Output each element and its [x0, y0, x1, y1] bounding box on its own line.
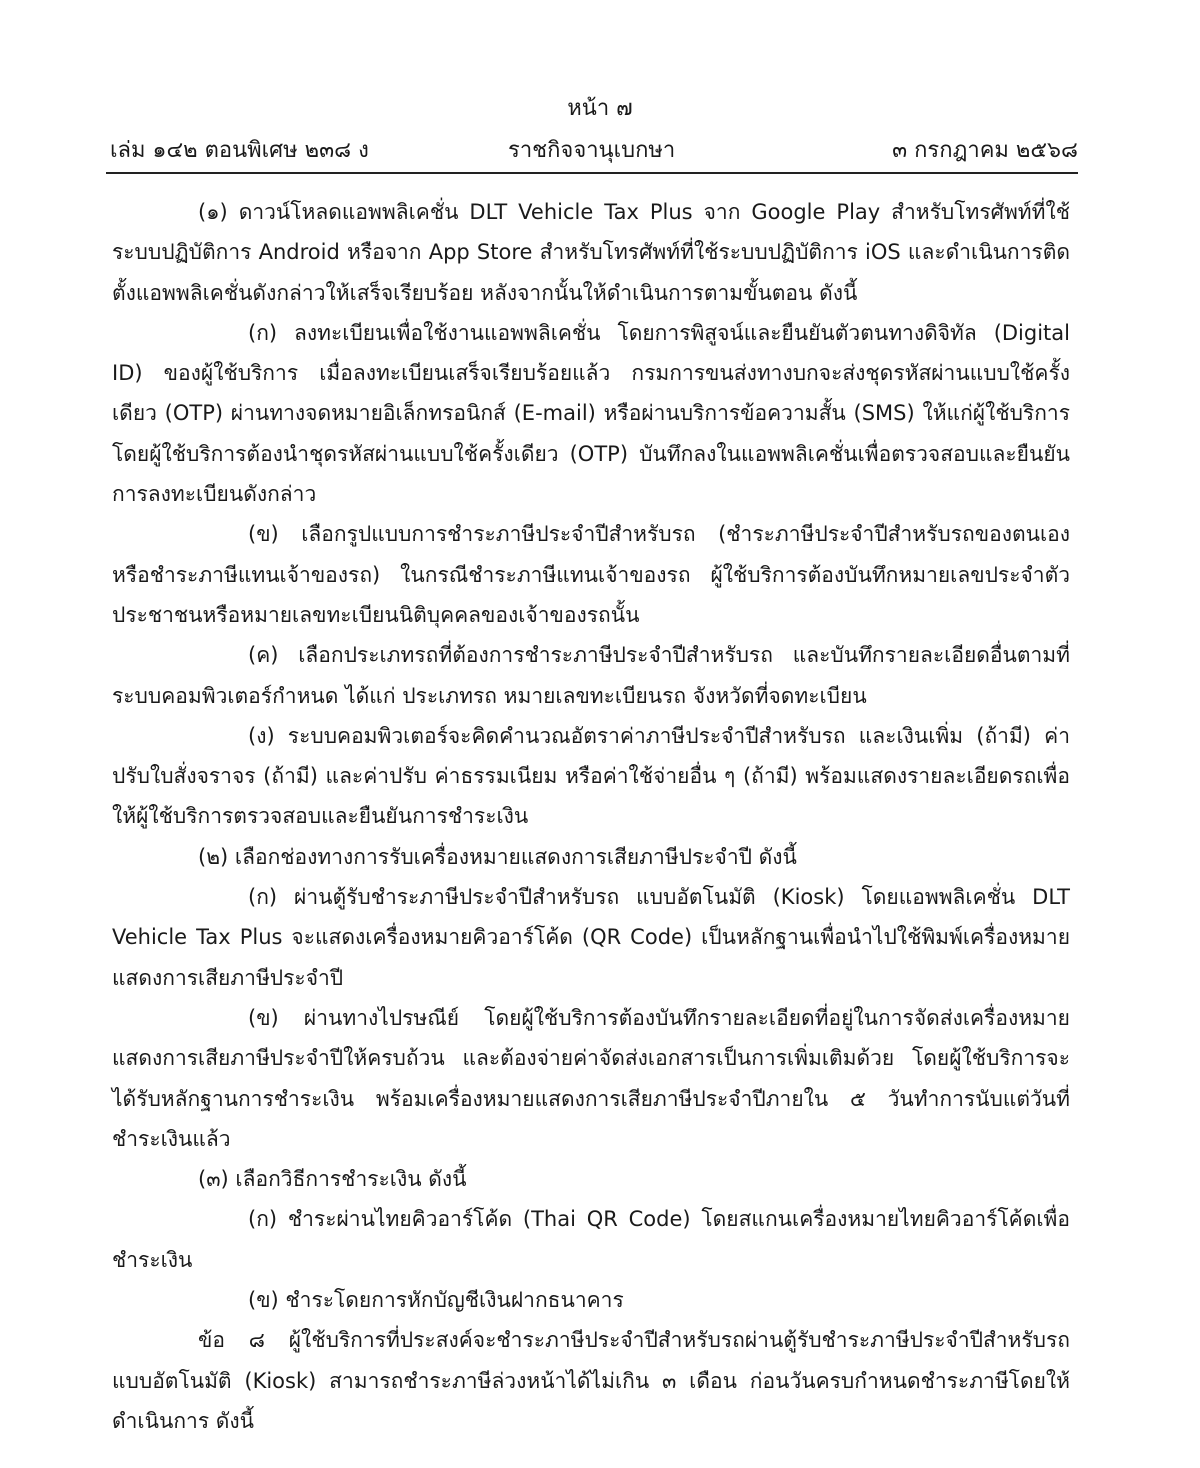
header-divider — [106, 172, 1078, 174]
publication-date: ๓ กรกฎาคม ๒๕๖๘ — [892, 138, 1078, 163]
paragraph-1: (๑) ดาวน์โหลดแอพพลิเคชั่น DLT Vehicle Tax Plus จาก Google Play สำหรับโทรศัพท์ที่ใช้ระบบปฏิบัติการ Android หรือจาก App Store สำหรับโทรศัพท์ที่ใช้ระบบปฏิบัติการ iOS และดำเนินการติดตั้งแอพพลิเคชั่นดังกล่าวให้เสร็จเรียบร้อย หลังจากนั้นให้ดำเนินการตามขั้นตอน ดังนี้ — [112, 200, 1070, 305]
paragraph-2-b: (ข) ผ่านทางไปรษณีย์ โดยผู้ใช้บริการต้องบันทึกรายละเอียดที่อยู่ในการจัดส่งเครื่องหมายแสดงการเสียภาษีประจำปีให้ครบถ้วน และต้องจ่ายค่าจัดส่งเอกสารเป็นการเพิ่มเติมด้วย โดยผู้ใช้บริการจะได้รับหลักฐานการชำระเงิน พร้อมเครื่องหมายแสดงการเสียภาษีประจำปีภายใน ๕ วันทำการนับแต่วันที่ชำระเงินแล้ว — [112, 1005, 1070, 1151]
document-body — [112, 192, 1070, 1441]
paragraph-3-a: (ก) ชำระผ่านไทยคิวอาร์โค้ด (Thai QR Code) โดยสแกนเครื่องหมายไทยคิวอาร์โค้ดเพื่อชำระเงิน — [112, 1207, 1070, 1272]
paragraph-1-d: (ง) ระบบคอมพิวเตอร์จะคิดคำนวณอัตราค่าภาษีประจำปีสำหรับรถ และเงินเพิ่ม (ถ้ามี) ค่าปรับใบสั่งจราจร (ถ้ามี) และค่าปรับ ค่าธรรมเนียม หรือค่าใช้จ่ายอื่น ๆ (ถ้ามี) พร้อมแสดงรายละเอียดรถเพื่อให้ผู้ใช้บริการตรวจสอบและยืนยันการชำระเงิน — [112, 723, 1070, 829]
paragraph-1-c: (ค) เลือกประเภทรถที่ต้องการชำระภาษีประจำปีสำหรับรถ และบันทึกรายละเอียดอื่นตามที่ระบบคอมพิวเตอร์กำหนด ได้แก่ ประเภทรถ หมายเลขทะเบียนรถ จังหวัดที่จดทะเบียน — [112, 643, 1070, 708]
paragraph-3-b: (ข) ชำระโดยการหักบัญชีเงินฝากธนาคาร — [248, 1288, 624, 1313]
paragraph-2: (๒) เลือกช่องทางการรับเครื่องหมายแสดงการเสียภาษีประจำปี ดังนี้ — [198, 844, 797, 869]
paragraph-1-a: (ก) ลงทะเบียนเพื่อใช้งานแอพพลิเคชั่น โดยการพิสูจน์และยืนยันตัวตนทางดิจิทัล (Digital ID) ของผู้ใช้บริการ เมื่อลงทะเบียนเสร็จเรียบร้อยแล้ว กรมการขนส่งทางบกจะส่งชุดรหัสผ่านแบบใช้ครั้งเดียว (OTP) ผ่านทางจดหมายอิเล็กทรอนิกส์ (E-mail) หรือผ่านบริการข้อความสั้น (SMS) ให้แก่ผู้ใช้บริการโดยผู้ใช้บริการต้องนำชุดรหัสผ่านแบบใช้ครั้งเดียว (OTP) บันทึกลงในแอพพลิเคชั่นเพื่อตรวจสอบและยืนยันการลงทะเบียนดังกล่าว — [112, 320, 1070, 507]
paragraph-2-a: (ก) ผ่านตู้รับชำระภาษีประจำปีสำหรับรถ แบบอัตโนมัติ (Kiosk) โดยแอพพลิเคชั่น DLT Vehicle Tax Plus จะแสดงเครื่องหมายคิวอาร์โค้ด (QR Code) เป็นหลักฐานเพื่อนำไปใช้พิมพ์เครื่องหมายแสดงการเสียภาษีประจำปี — [112, 885, 1070, 990]
paragraph-3: (๓) เลือกวิธีการชำระเงิน ดังนี้ — [198, 1167, 467, 1192]
article-8: ข้อ ๘ ผู้ใช้บริการที่ประสงค์จะชำระภาษีประจำปีสำหรับรถผ่านตู้รับชำระภาษีประจำปีสำหรับรถแบบอัตโนมัติ (Kiosk) สามารถชำระภาษีล่วงหน้าได้ไม่เกิน ๓ เดือน ก่อนวันครบกำหนดชำระภาษีโดยให้ดำเนินการ ดังนี้ — [112, 1328, 1070, 1433]
paragraph-1-b: (ข) เลือกรูปแบบการชำระภาษีประจำปีสำหรับรถ (ชำระภาษีประจำปีสำหรับรถของตนเองหรือชำระภาษีแทนเจ้าของรถ) ในกรณีชำระภาษีแทนเจ้าของรถ ผู้ใช้บริการต้องบันทึกหมายเลขประจำตัวประชาชนหรือหมายเลขทะเบียนนิติบุคคลของเจ้าของรถนั้น — [112, 522, 1070, 627]
page-number: หน้า ๗ — [567, 96, 633, 121]
publication-title: ราชกิจจานุเบกษา — [508, 138, 676, 163]
gazette-header — [110, 134, 1078, 168]
volume-issue: เล่ม ๑๔๒ ตอนพิเศษ ๒๓๘ ง — [110, 138, 369, 163]
